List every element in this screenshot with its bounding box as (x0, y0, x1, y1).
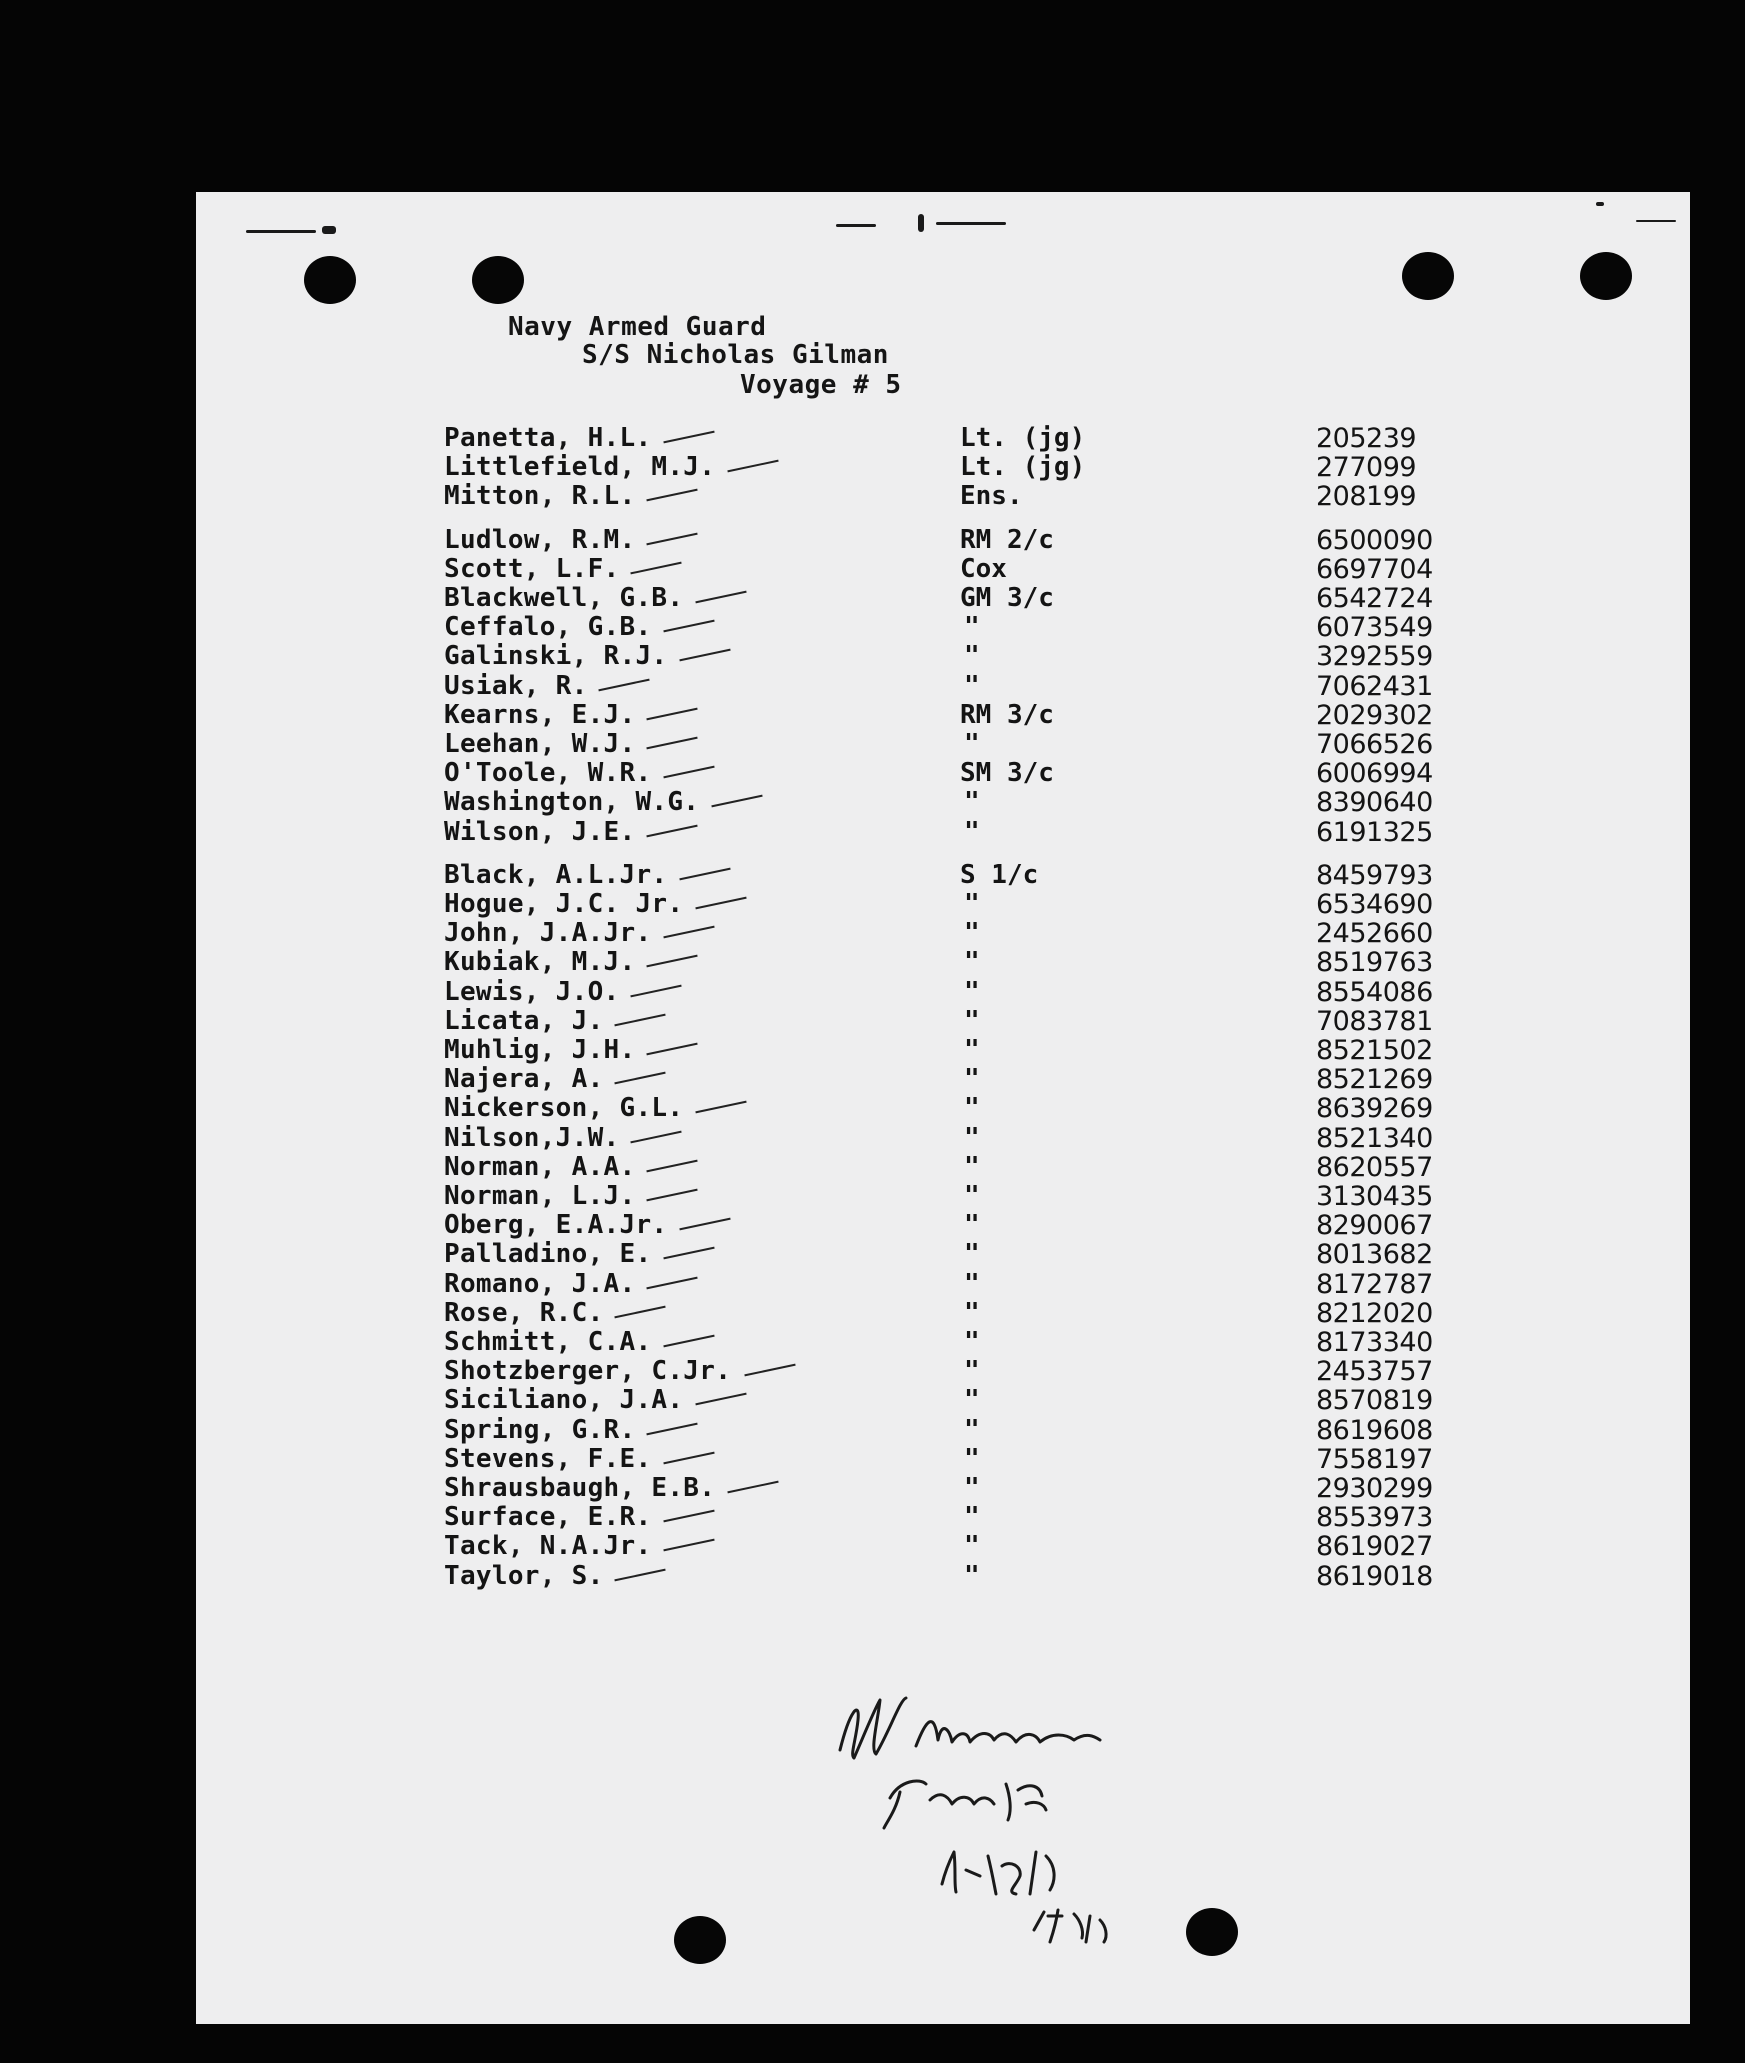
service-number: 3130435 (1316, 1181, 1433, 1212)
heading-ship: S/S Nicholas Gilman (582, 340, 889, 370)
heading-voyage: Voyage # 5 (740, 370, 902, 400)
crew-rating: " (964, 918, 980, 949)
check-mark (647, 707, 698, 720)
crew-name: John, J.A.Jr. (444, 918, 652, 949)
crew-rating: " (964, 816, 980, 847)
crew-name: Nickerson, G.L. (444, 1093, 684, 1124)
check-mark (712, 795, 763, 808)
check-mark (728, 460, 779, 473)
crew-rating: " (964, 1414, 980, 1445)
crew-rating: " (964, 889, 980, 919)
service-number: 277099 (1316, 452, 1417, 484)
crew-name: Shotzberger, C.Jr. (444, 1356, 732, 1387)
service-number: 6542724 (1316, 583, 1433, 614)
roster-row (444, 1153, 1444, 1182)
service-number: 8459793 (1316, 859, 1433, 891)
roster-row (444, 788, 1444, 817)
check-mark (663, 1451, 714, 1464)
crew-name: Kearns, E.J. (444, 699, 636, 730)
service-number: 8521340 (1316, 1122, 1433, 1154)
document-page (196, 192, 1690, 2024)
check-mark (614, 1013, 665, 1026)
crew-rating: Lt. (jg) (960, 423, 1086, 453)
scan-mark (1596, 202, 1604, 206)
crew-rating: " (964, 1443, 980, 1474)
check-mark (647, 824, 698, 837)
crew-rating: " (964, 612, 980, 643)
roster-row (444, 818, 1444, 847)
crew-name: Tack, N.A.Jr. (444, 1531, 652, 1562)
crew-name: Leehan, W.J. (444, 729, 636, 759)
service-number: 208199 (1316, 481, 1417, 513)
crew-name: Siciliano, J.A. (444, 1385, 684, 1416)
service-number: 2029302 (1316, 699, 1433, 731)
roster-row (444, 1474, 1444, 1503)
scan-mark (246, 230, 316, 233)
check-mark (647, 1043, 698, 1056)
check-mark (695, 1393, 746, 1406)
crew-rating: " (964, 1502, 980, 1533)
check-mark (631, 1130, 682, 1143)
service-number: 6534690 (1316, 889, 1433, 920)
roster-row (444, 424, 1444, 453)
roster-row (444, 1240, 1444, 1269)
crew-rating: " (964, 787, 980, 818)
crew-name: Blackwell, G.B. (444, 583, 684, 613)
check-mark (663, 766, 714, 779)
punch-hole (674, 1916, 726, 1964)
roster-row (444, 613, 1444, 642)
check-mark (695, 897, 746, 910)
roster-row (444, 482, 1444, 511)
crew-rating: " (964, 1327, 980, 1357)
service-number: 6500090 (1316, 524, 1433, 556)
crew-name: Romano, J.A. (444, 1268, 636, 1299)
roster-row (444, 1299, 1444, 1328)
check-mark (679, 649, 730, 662)
check-mark (663, 926, 714, 939)
crew-name: Littlefield, M.J. (444, 452, 716, 483)
crew-rating: " (964, 976, 980, 1007)
crew-rating: " (964, 1268, 980, 1299)
crew-rating: " (964, 1005, 980, 1036)
roster-row (444, 453, 1444, 482)
service-number: 8519763 (1316, 947, 1433, 979)
check-mark (695, 591, 746, 604)
service-number: 7083781 (1316, 1005, 1433, 1037)
service-number: 8172787 (1316, 1268, 1433, 1300)
roster-row (444, 1532, 1444, 1561)
punch-hole (1580, 252, 1632, 300)
crew-rating: " (964, 1064, 980, 1095)
service-number: 2452660 (1316, 918, 1433, 950)
crew-rating: " (964, 1093, 980, 1124)
roster-row (444, 1036, 1444, 1065)
service-number: 6006994 (1316, 758, 1433, 790)
check-mark (631, 984, 682, 997)
service-number: 8390640 (1316, 787, 1433, 819)
crew-name: Lewis, J.O. (444, 976, 620, 1007)
roster-row (444, 978, 1444, 1007)
crew-name: Taylor, S. (444, 1560, 604, 1591)
crew-name: Rose, R.C. (444, 1297, 604, 1328)
crew-name: Panetta, H.L. (444, 423, 652, 453)
check-mark (631, 561, 682, 574)
crew-rating: " (964, 1210, 980, 1241)
scan-mark (1636, 220, 1676, 222)
check-mark (647, 737, 698, 750)
roster-row (444, 672, 1444, 701)
crew-name: Scott, L.F. (444, 553, 620, 584)
crew-name: Stevens, F.E. (444, 1443, 652, 1474)
crew-name: Washington, W.G. (444, 787, 700, 818)
check-mark (614, 1568, 665, 1581)
roster-row (444, 1270, 1444, 1299)
service-number: 8521502 (1316, 1035, 1433, 1066)
crew-name: Wilson, J.E. (444, 816, 636, 847)
crew-name: Ceffalo, G.B. (444, 612, 652, 643)
check-mark (744, 1364, 795, 1377)
service-number: 2453757 (1316, 1356, 1433, 1388)
service-number: 205239 (1316, 423, 1417, 454)
crew-rating: " (964, 1151, 980, 1182)
service-number: 6697704 (1316, 553, 1433, 585)
crew-rating: " (964, 947, 980, 978)
signature-block (830, 1680, 1230, 1960)
crew-rating: " (964, 1181, 980, 1211)
punch-hole (304, 256, 356, 304)
check-mark (663, 1247, 714, 1260)
check-mark (614, 1305, 665, 1318)
check-mark (647, 489, 698, 502)
service-number: 7558197 (1316, 1443, 1433, 1475)
roster-row (444, 1416, 1444, 1445)
check-mark (647, 955, 698, 968)
roster-row (444, 1503, 1444, 1532)
crew-rating: SM 3/c (960, 758, 1054, 789)
crew-rating: " (964, 1531, 980, 1562)
crew-name: Black, A.L.Jr. (444, 859, 668, 890)
roster-row (444, 526, 1444, 555)
scan-mark (936, 222, 1006, 225)
crew-name: Surface, E.R. (444, 1502, 652, 1533)
crew-rating: " (964, 1356, 980, 1387)
punch-hole (1402, 252, 1454, 300)
service-number: 6191325 (1316, 816, 1433, 848)
crew-name: Oberg, E.A.Jr. (444, 1210, 668, 1241)
crew-name: Najera, A. (444, 1064, 604, 1095)
roster-row (444, 861, 1444, 890)
crew-rating: RM 3/c (960, 699, 1054, 730)
roster-row (444, 584, 1444, 613)
crew-rating: " (964, 670, 980, 701)
service-number: 2930299 (1316, 1473, 1433, 1504)
service-number: 6073549 (1316, 612, 1433, 644)
service-number: 8619018 (1316, 1560, 1433, 1592)
roster-row (444, 948, 1444, 977)
roster-row (444, 642, 1444, 671)
service-number: 7066526 (1316, 729, 1433, 760)
roster-row (444, 919, 1444, 948)
roster-row (444, 1357, 1444, 1386)
service-number: 8620557 (1316, 1151, 1433, 1183)
roster-row (444, 1562, 1444, 1591)
check-mark (663, 1335, 714, 1348)
roster-row (444, 1094, 1444, 1123)
service-number: 8173340 (1316, 1327, 1433, 1358)
scan-mark (918, 214, 924, 232)
crew-name: Galinski, R.J. (444, 641, 668, 672)
crew-rating: " (964, 729, 980, 759)
service-number: 7062431 (1316, 670, 1433, 702)
check-mark (663, 1539, 714, 1552)
check-mark (647, 1159, 698, 1172)
service-number: 8290067 (1316, 1210, 1433, 1242)
crew-rating: " (964, 1239, 980, 1270)
crew-name: Nilson,J.W. (444, 1122, 620, 1153)
roster-row (444, 1182, 1444, 1211)
roster-row (444, 1445, 1444, 1474)
check-mark (598, 678, 649, 691)
check-mark (679, 1218, 730, 1231)
service-number: 8013682 (1316, 1239, 1433, 1271)
service-number: 8553973 (1316, 1502, 1433, 1534)
crew-name: Muhlig, J.H. (444, 1035, 636, 1065)
roster-row (444, 701, 1444, 730)
service-number: 3292559 (1316, 641, 1433, 673)
crew-name: O'Toole, W.R. (444, 758, 652, 789)
crew-rating: " (964, 1122, 980, 1153)
crew-name: Shrausbaugh, E.B. (444, 1473, 716, 1503)
crew-rating: RM 2/c (960, 524, 1054, 555)
service-number: 8619027 (1316, 1531, 1433, 1563)
crew-name: Kubiak, M.J. (444, 947, 636, 978)
roster-row (444, 1124, 1444, 1153)
crew-name: Norman, A.A. (444, 1151, 636, 1182)
crew-rating: S 1/c (960, 859, 1039, 890)
service-number: 8554086 (1316, 976, 1433, 1008)
check-mark (695, 1101, 746, 1114)
crew-name: Palladino, E. (444, 1239, 652, 1270)
crew-name: Ludlow, R.M. (444, 524, 636, 555)
check-mark (663, 1510, 714, 1523)
crew-rating: " (964, 1560, 980, 1591)
check-mark (614, 1072, 665, 1085)
crew-name: Schmitt, C.A. (444, 1327, 652, 1357)
crew-rating: " (964, 1473, 980, 1503)
crew-rating: " (964, 641, 980, 672)
check-mark (679, 867, 730, 880)
crew-rating: " (964, 1035, 980, 1065)
check-mark (728, 1481, 779, 1494)
crew-name: Mitton, R.L. (444, 481, 636, 512)
scan-mark (836, 224, 876, 227)
crew-rating: GM 3/c (960, 583, 1054, 613)
roster-row (444, 1065, 1444, 1094)
crew-name: Norman, L.J. (444, 1181, 636, 1211)
crew-name: Usiak, R. (444, 670, 588, 701)
roster-row (444, 1211, 1444, 1240)
crew-name: Spring, G.R. (444, 1414, 636, 1445)
crew-rating: " (964, 1385, 980, 1416)
service-number: 8570819 (1316, 1385, 1433, 1417)
check-mark (663, 620, 714, 633)
service-number: 8619608 (1316, 1414, 1433, 1446)
heading-unit: Navy Armed Guard (508, 312, 767, 342)
crew-rating: " (964, 1297, 980, 1328)
crew-rating: Ens. (960, 481, 1023, 512)
roster-row (444, 555, 1444, 584)
crew-name: Licata, J. (444, 1005, 604, 1036)
roster-row (444, 890, 1444, 919)
roster-row (444, 730, 1444, 759)
check-mark (647, 532, 698, 545)
check-mark (663, 431, 714, 444)
service-number: 8521269 (1316, 1064, 1433, 1096)
service-number: 8212020 (1316, 1297, 1433, 1329)
crew-rating: Cox (960, 553, 1007, 584)
punch-hole (472, 256, 524, 304)
scan-mark (322, 226, 336, 234)
check-mark (647, 1276, 698, 1289)
crew-name: Hogue, J.C. Jr. (444, 889, 684, 919)
roster-row (444, 1007, 1444, 1036)
check-mark (647, 1422, 698, 1435)
check-mark (647, 1189, 698, 1202)
service-number: 8639269 (1316, 1093, 1433, 1125)
crew-rating: Lt. (jg) (960, 452, 1086, 483)
roster-row (444, 759, 1444, 788)
roster-row (444, 1386, 1444, 1415)
roster-row (444, 1328, 1444, 1357)
